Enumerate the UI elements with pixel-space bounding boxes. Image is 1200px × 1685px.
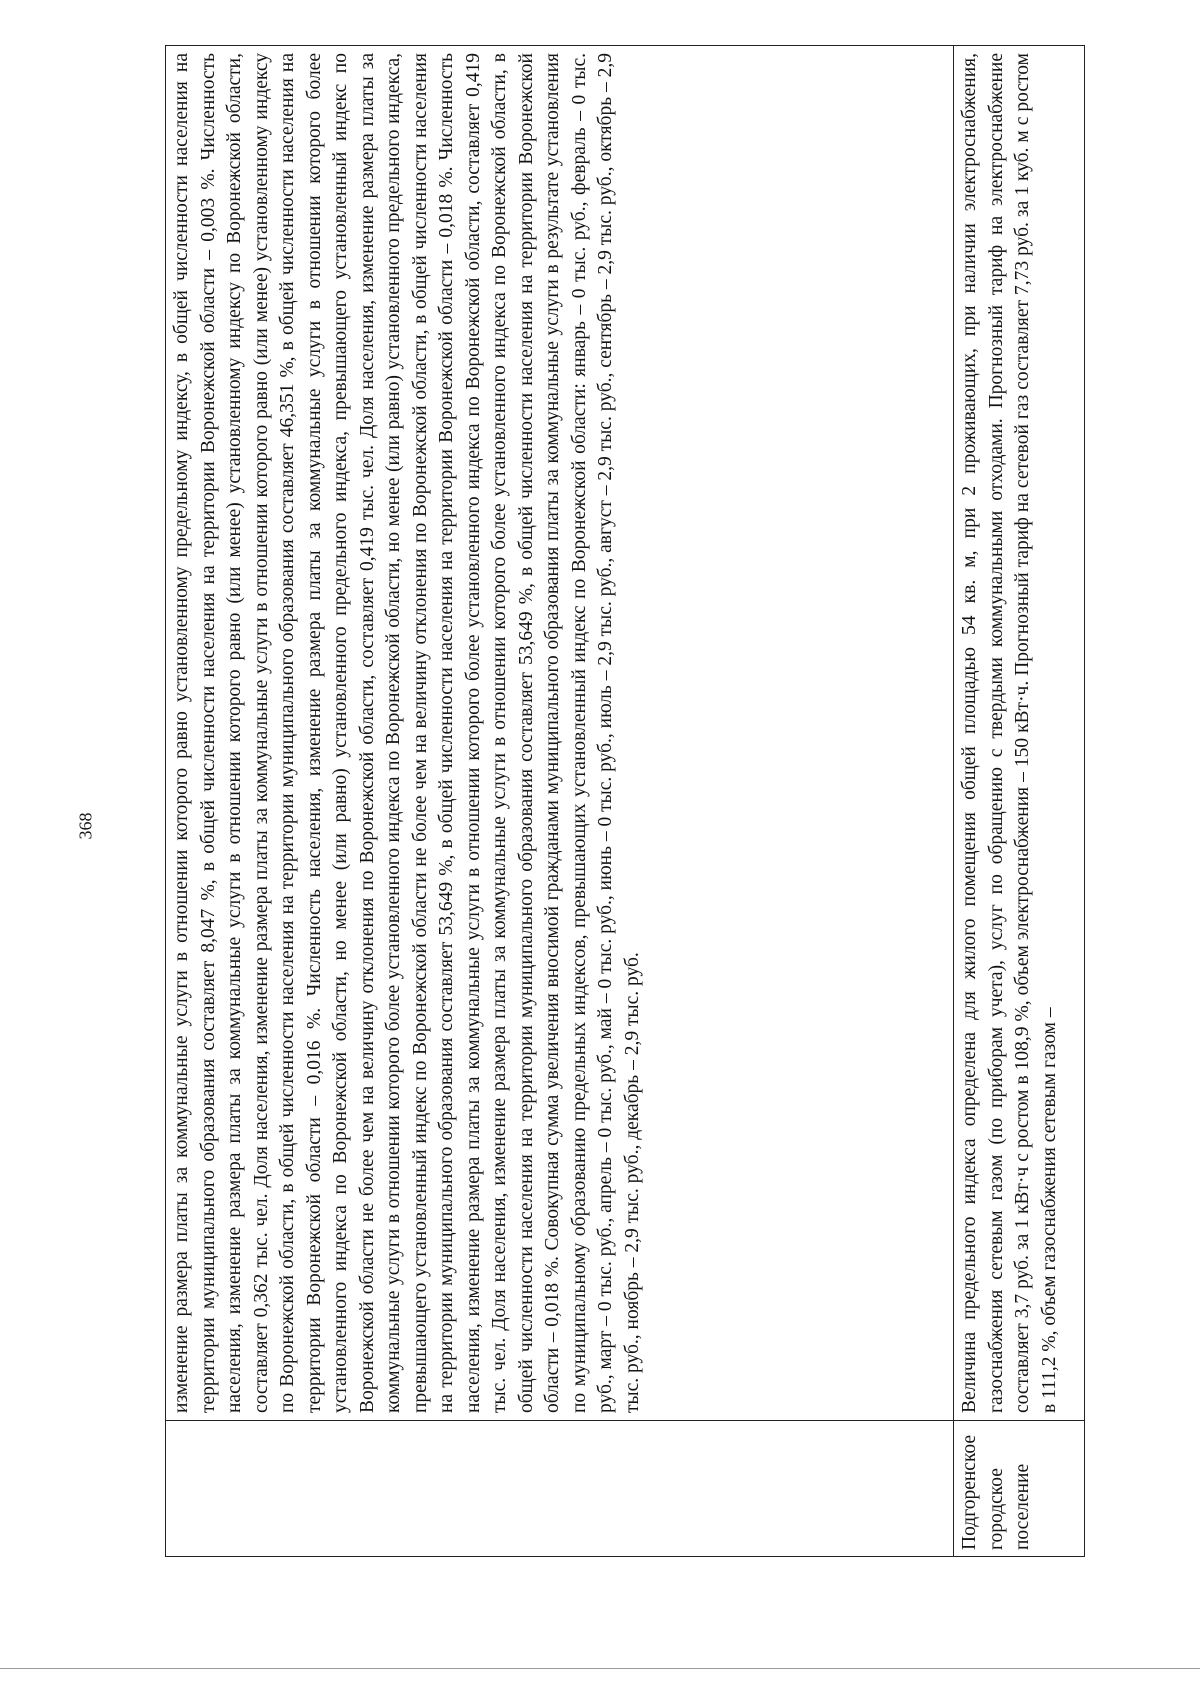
municipality-name-cell [166, 1420, 953, 1556]
table-row [954, 46, 1084, 1556]
table-row [166, 46, 954, 1556]
municipality-name-cell: Подгоренское городское поселение [954, 1420, 1084, 1556]
municipal-index-table [165, 45, 1085, 1557]
index-description-cell: Величина предельного индекса определена для жилого помещения общей площадью 54 кв. м, при 2 проживающих, при наличии электроснабжения, газоснабжения сетевым газом (по приборам учета), услуг по обращению с твердыми коммунальными отходами. Прогнозный тариф на электроснабжение составляет 3,7 руб. за 1 кВт·ч с ростом в 108,9 %, объем электроснабжения – 150 кВт·ч. Прогнозный тариф на сетевой газ составляет 7,73 руб. за 1 куб. м с ростом в 111,2 %, объем газоснабжения сетевым газом – [959, 53, 1060, 1413]
page-number: 368 [75, 812, 96, 840]
scan-edge-line [0, 1668, 1200, 1669]
index-description-cell: изменение размера платы за коммунальные услуги в отношении которого равно установленному предельному индексу, в общей численности населения на территории муниципального образования составляет 8,047 %, в общей численности населения на территории Воронежской области – 0,003 %. Численность населения, изменение размера платы за коммунальные услуги в отношении которого равно (или менее) установленному индексу по Воронежской области, составляет 0,362 тыс. чел. Доля населения, изменение размера платы за коммунальные услуги в отношении которого равно (или менее) установленному индексу по Воронежской области, в общей численности населения на территории муниципального образования составляет 46,351 %, в общей численности населения на территории Воронежской области – 0,016 %. Численность населения, изменение размера платы за коммунальные услуги в отношении которого более установленного индекса по Воронежской области, но менее (или равно) установленного предельного индекса, превышающего установленный индекс по Воронежской области не более чем на величину отклонения по Воронежской области, составляет 0,419 тыс. чел. Доля населения, изменение размера платы за коммунальные услуги в отношении которого более установленного индекса по Воронежской области, но менее (или равно) установленного предельного индекса, превышающего установленный индекс по Воронежской области не более чем на величину отклонения по Воронежской области, в общей численности населения на территории муниципального образования составляет 53,649 %, в общей численности населения на территории Воронежской области – 0,018 %. Численность населения, изменение размера платы за коммунальные услуги в отношении которого более установленного индекса по Воронежской области, составляет 0,419 тыс. чел. Доля населения, изменение размера платы за коммунальные услуги в отношении которого более установленного индекса по Воронежской области, в общей численности населения на территории муниципального образования составляет 53,649 %, в общей численности населения на территории Воронежской области – 0,018 %. Совокупная сумма увеличения вносимой гражданами муниципального образования платы за коммунальные услуги в результате установления по муниципальному образованию предельных индексов, превышающих установленный индекс по Воронежской области: январь – 0 тыс. руб., февраль – 0 тыс. руб., март – 0 тыс. руб., апрель – 0 тыс. руб., май – 0 тыс. руб., июнь – 0 тыс. руб., июль – 2,9 тыс. руб., август – 2,9 тыс. руб., сентябрь – 2,9 тыс. руб., октябрь – 2,9 тыс. руб., ноябрь – 2,9 тыс. руб., декабрь – 2,9 тыс. руб. [171, 53, 643, 1413]
